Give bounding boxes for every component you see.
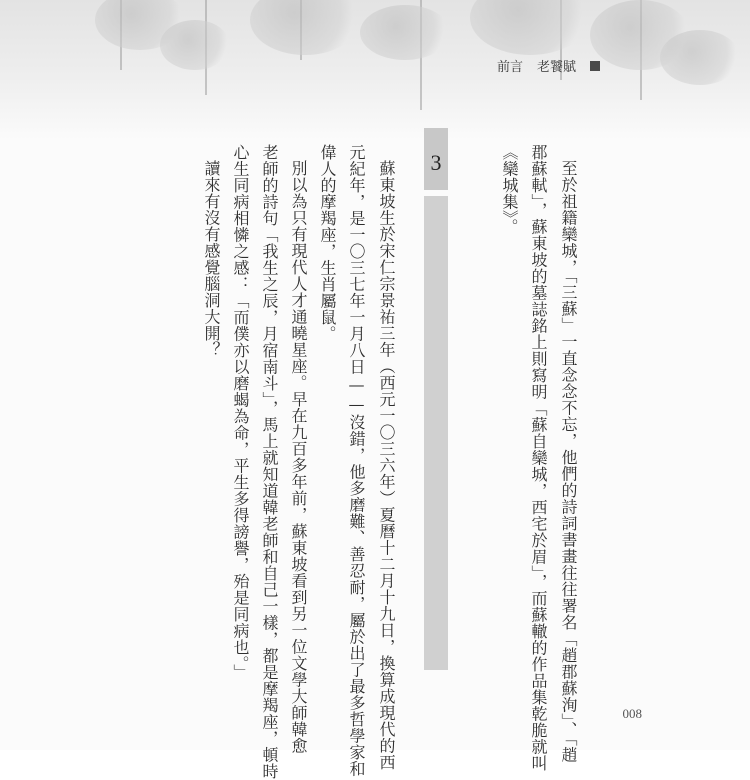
text-column: 偉人的摩羯座，生肖屬鼠。: [318, 144, 337, 342]
leaf-cluster: [660, 30, 740, 85]
text-column: 元紀年，是一〇三七年一月八日——沒錯，他多磨難、善忍耐，屬於出了最多哲學家和: [347, 144, 366, 777]
text-column: 郡蘇軾」，蘇東坡的墓誌銘上則寫明「蘇自欒城，西宅於眉」，而蘇轍的作品集乾脆就叫: [529, 144, 548, 772]
leaf-cluster: [250, 0, 360, 55]
text-column: 別以為只有現代人才通曉星座。早在九百多年前，蘇東坡看到另一位文學大師韓愈: [289, 160, 308, 754]
page-number: 008: [622, 706, 642, 721]
text-column: 老師的詩句「我生之辰，月宿南斗」，馬上就知道韓老師和自己一樣，都是摩羯座，頓時: [260, 144, 279, 780]
section-number: 3: [430, 150, 442, 175]
leaf-cluster: [160, 20, 230, 70]
text-column: 《欒城集》。: [500, 144, 519, 235]
leaf-cluster: [470, 0, 590, 55]
foliage-header-illustration: [0, 0, 750, 140]
header-section-label: 前言: [496, 60, 523, 75]
text-column: 心生同病相憐之感：「而僕亦以磨蝎為命，平生多得謗譽，殆是同病也。」: [231, 144, 250, 681]
text-column: 蘇東坡生於宋仁宗景祐三年（西元一〇三六年）夏曆十二月十九日，換算成現代的西: [377, 160, 396, 771]
header-chapter-title: 老饕賦: [536, 60, 576, 75]
text-column: 至於祖籍欒城，「三蘇」一直念念不忘，他們的詩詞書畫往往署名「趙郡蘇洵」、「趙: [559, 160, 578, 763]
leaf-cluster: [360, 5, 450, 60]
text-column: 讀來有沒有感覺腦洞大開？: [202, 160, 221, 358]
section-bar: [424, 196, 448, 670]
header-marker-block: [590, 61, 600, 71]
running-header: [497, 56, 600, 75]
